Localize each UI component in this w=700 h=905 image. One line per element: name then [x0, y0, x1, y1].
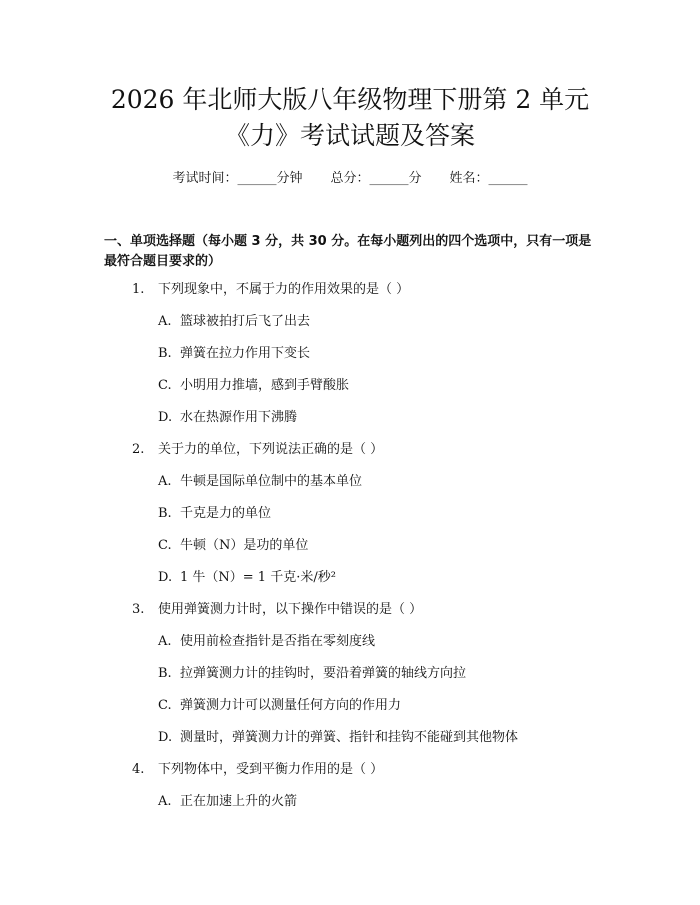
question-text: 关于力的单位，下列说法正确的是（ ） — [158, 442, 384, 457]
question-3-option-d — [158, 729, 518, 747]
document-title-line-2: 《力》考试试题及答案 — [224, 121, 475, 150]
exam-time-field: 考试时间：______分钟 — [172, 171, 303, 186]
option-letter: C. — [158, 538, 172, 553]
option-letter: A. — [158, 794, 172, 809]
question-2-option-b — [158, 505, 271, 523]
question-2-option-a — [158, 473, 362, 491]
option-text: 牛顿（N）是功的单位 — [180, 538, 309, 553]
question-4 — [132, 761, 383, 779]
question-1 — [132, 281, 409, 299]
question-2 — [132, 441, 383, 459]
question-number: 4. — [132, 762, 145, 777]
question-number: 2. — [132, 442, 145, 457]
question-number: 1. — [132, 282, 145, 297]
question-3-option-b — [158, 665, 466, 683]
question-3-option-c — [158, 697, 401, 715]
exam-meta-line — [0, 170, 700, 188]
question-2-option-d — [158, 569, 336, 587]
option-text: 1 牛（N）= 1 千克·米/秒² — [180, 570, 336, 585]
question-1-option-a — [158, 313, 310, 331]
student-name-field: 姓名：______ — [449, 171, 528, 186]
option-text: 千克是力的单位 — [180, 506, 272, 521]
document-title-line-1: 2026 年北师大版八年级物理下册第 2 单元 — [110, 85, 590, 114]
option-letter: D. — [158, 730, 173, 745]
option-text: 正在加速上升的火箭 — [180, 794, 298, 809]
option-letter: B. — [158, 506, 172, 521]
question-text: 下列物体中，受到平衡力作用的是（ ） — [158, 762, 384, 777]
option-text: 篮球被拍打后飞了出去 — [180, 314, 311, 329]
option-letter: A. — [158, 634, 172, 649]
option-letter: C. — [158, 698, 172, 713]
question-1-option-b — [158, 345, 310, 363]
option-letter: A. — [158, 314, 172, 329]
question-3 — [132, 601, 422, 619]
question-3-option-a — [158, 633, 375, 651]
option-text: 水在热源作用下沸腾 — [180, 410, 298, 425]
option-text: 牛顿是国际单位制中的基本单位 — [180, 474, 363, 489]
option-letter: C. — [158, 378, 172, 393]
section-heading-single-choice: 一、单项选择题（每小题 3 分，共 30 分。在每小题列出的四个选项中，只有一项是最符合题目要求的） — [104, 234, 592, 269]
option-letter: D. — [158, 410, 173, 425]
option-letter: B. — [158, 346, 172, 361]
option-text: 小明用力推墙，感到手臂酸胀 — [180, 378, 350, 393]
option-text: 弹簧在拉力作用下变长 — [180, 346, 311, 361]
option-text: 弹簧测力计可以测量任何方向的作用力 — [180, 698, 402, 713]
option-letter: B. — [158, 666, 172, 681]
option-letter: D. — [158, 570, 173, 585]
question-text: 下列现象中，不属于力的作用效果的是（ ） — [158, 282, 410, 297]
option-letter: A. — [158, 474, 172, 489]
question-2-option-c — [158, 537, 308, 555]
question-1-option-d — [158, 409, 297, 427]
question-text: 使用弹簧测力计时，以下操作中错误的是（ ） — [158, 602, 423, 617]
question-1-option-c — [158, 377, 349, 395]
total-score-field: 总分：______分 — [330, 171, 422, 186]
option-text: 拉弹簧测力计的挂钩时，要沿着弹簧的轴线方向拉 — [180, 666, 467, 681]
question-4-option-a — [158, 793, 297, 811]
question-number: 3. — [132, 602, 145, 617]
option-text: 使用前检查指针是否指在零刻度线 — [180, 634, 376, 649]
option-text: 测量时，弹簧测力计的弹簧、指针和挂钩不能碰到其他物体 — [180, 730, 519, 745]
